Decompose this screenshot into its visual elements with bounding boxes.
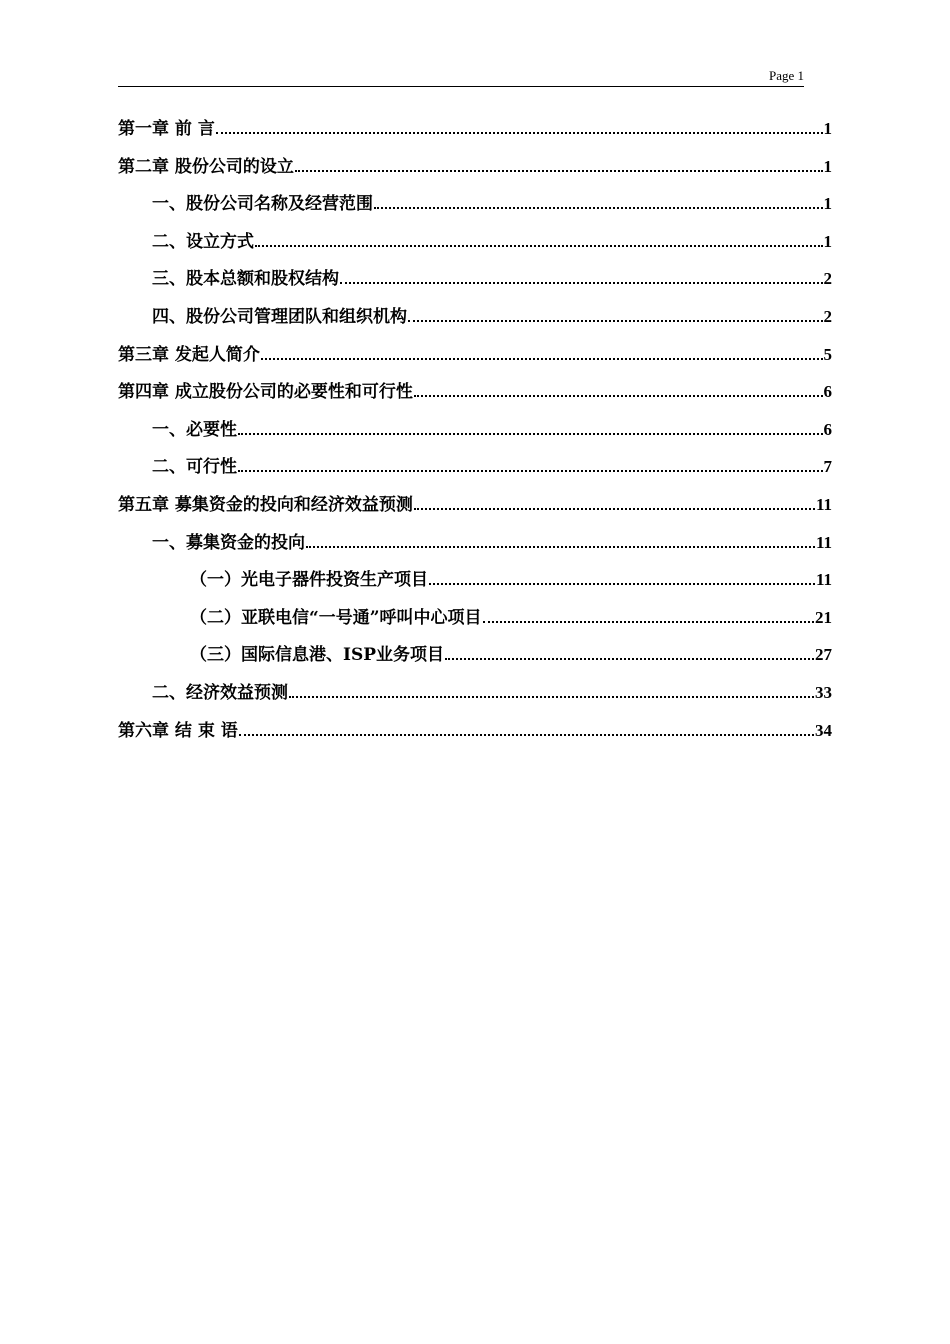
toc-entry[interactable] (118, 716, 832, 754)
toc-entry-title: （一）光电子器件投资生产项目 (190, 570, 428, 591)
toc-entry-title: 第六章 结 束 语 (118, 720, 238, 741)
toc-entry-page: 11 (815, 494, 832, 514)
toc-entry-page: 2 (823, 306, 832, 326)
toc-entry-title: 第一章 前 言 (118, 119, 215, 139)
toc-entry-title: 第三章 发起人简介 (118, 344, 260, 365)
toc-entry[interactable] (118, 452, 832, 490)
toc-entry-page: 6 (823, 419, 832, 439)
toc-entry-page: 33 (815, 682, 832, 702)
toc-entry-page: 11 (815, 570, 832, 590)
toc-entry[interactable] (118, 415, 832, 453)
toc-leader-dots (340, 281, 823, 284)
toc-entry-page: 6 (823, 382, 832, 402)
toc-entry-title: 第二章 股份公司的设立 (118, 156, 294, 177)
toc-entry-title: 一、股份公司名称及经营范围 (152, 194, 373, 215)
toc-entry-page: 34 (815, 720, 832, 740)
toc-leader-dots (306, 545, 815, 548)
toc-entry-page: 2 (823, 269, 832, 289)
toc-entry-title: 第五章 募集资金的投向和经济效益预测 (118, 494, 413, 515)
toc-entry[interactable] (118, 565, 832, 603)
toc-entry-page: 5 (823, 344, 832, 364)
toc-entry-title: 三、股本总额和股权结构 (152, 269, 339, 290)
toc-leader-dots (414, 394, 823, 397)
toc-entry-title: 一、必要性 (152, 419, 237, 440)
toc-entry[interactable] (118, 528, 832, 566)
toc-entry[interactable] (118, 227, 832, 265)
toc-entry[interactable] (118, 264, 832, 302)
toc-entry-page: 21 (815, 607, 832, 627)
toc-leader-dots (445, 657, 814, 660)
toc-entry-page: 1 (823, 156, 832, 176)
toc-entry-title: 一、募集资金的投向 (152, 532, 305, 553)
toc-leader-dots (483, 620, 814, 623)
toc-entry[interactable] (118, 603, 832, 641)
toc-entry[interactable] (118, 377, 832, 415)
toc-leader-dots (295, 169, 823, 172)
toc-leader-dots (255, 244, 823, 247)
toc-entry-title: （二）亚联电信“一号通”呼叫中心项目 (190, 607, 482, 628)
toc-entry-page: 1 (823, 231, 832, 251)
toc-leader-dots (414, 507, 815, 510)
toc-entry-page: 7 (823, 457, 832, 477)
page-number-label: Page 1 (768, 68, 804, 83)
toc-entry[interactable] (118, 114, 832, 152)
toc-leader-dots (239, 733, 814, 736)
toc-leader-dots (374, 206, 823, 209)
toc-leader-dots (261, 357, 823, 360)
toc-leader-dots (216, 131, 823, 134)
toc-entry-page: 1 (823, 119, 832, 138)
toc-entry[interactable] (118, 340, 832, 378)
toc-entry-page: 27 (815, 645, 832, 665)
toc-entry-page: 1 (823, 194, 832, 214)
page-header (118, 66, 804, 87)
toc-leader-dots (238, 469, 823, 472)
toc-entry[interactable] (118, 302, 832, 340)
toc-leader-dots (238, 432, 823, 435)
toc-entry[interactable] (118, 152, 832, 190)
toc-entry-title: 四、股份公司管理团队和组织机构 (152, 306, 407, 327)
toc-entry-page: 11 (815, 532, 832, 552)
toc-entry-title: （三）国际信息港、ISP业务项目 (190, 645, 445, 666)
toc-entry-title: 第四章 成立股份公司的必要性和可行性 (118, 382, 413, 403)
toc-leader-dots (289, 695, 814, 698)
toc-entry[interactable] (118, 678, 832, 716)
toc-entry[interactable] (118, 189, 832, 227)
toc-entry-title: 二、可行性 (152, 457, 237, 478)
toc-entry-title: 二、经济效益预测 (152, 682, 288, 703)
toc-entry[interactable] (118, 640, 832, 678)
toc-leader-dots (429, 582, 815, 585)
toc-leader-dots (408, 319, 823, 322)
toc-entry[interactable] (118, 490, 832, 528)
table-of-contents (118, 114, 832, 753)
toc-entry-title: 二、设立方式 (152, 231, 254, 252)
